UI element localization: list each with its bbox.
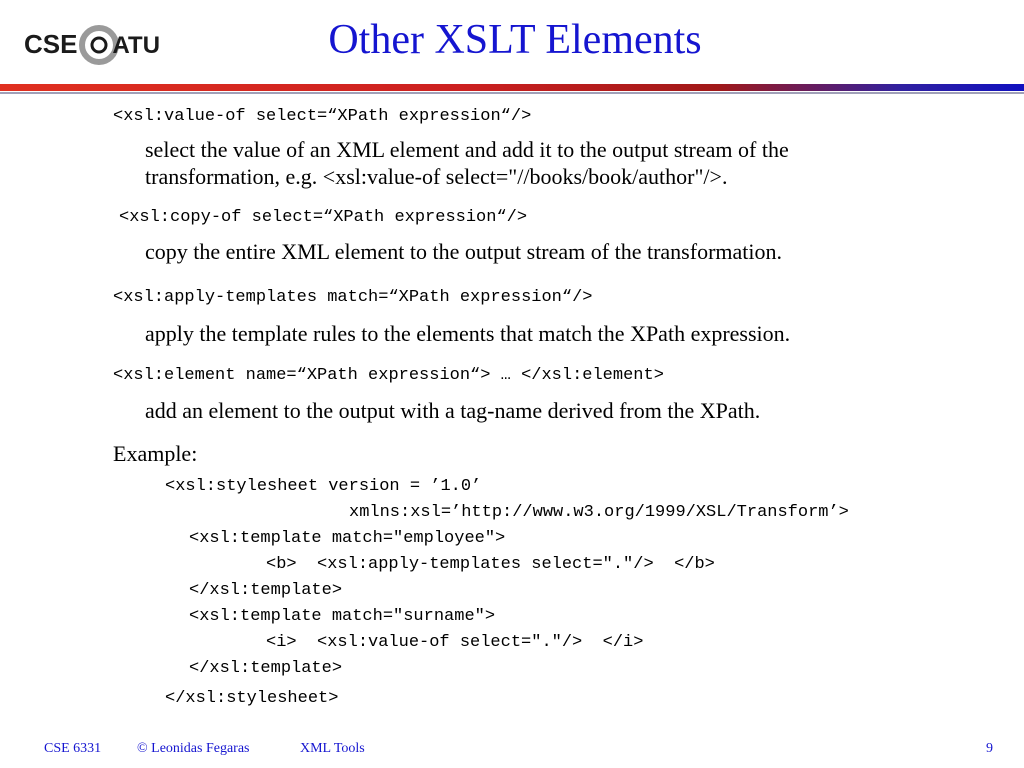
example-line-italic-value-of: <i> <xsl:value-of select="."/> </i>	[266, 633, 644, 652]
footer-author: © Leonidas Fegaras	[137, 741, 250, 756]
slide-title: Other XSLT Elements	[328, 17, 702, 63]
title-divider-shadow	[0, 92, 1024, 94]
desc-apply-templates: apply the template rules to the elements that match the XPath expression.	[145, 321, 791, 346]
code-value-of: <xsl:value-of select=“XPath expression“/>	[113, 107, 532, 126]
example-line-xmlns: xmlns:xsl=’http://www.w3.org/1999/XSL/Transform’>	[349, 503, 849, 522]
footer-course: CSE 6331	[44, 741, 102, 756]
example-line-template-close-1: </xsl:template>	[189, 581, 343, 600]
code-copy-of: <xsl:copy-of select=“XPath expression“/>	[119, 208, 528, 227]
logo-text-uta: UTA	[112, 32, 160, 59]
example-line-template-employee: <xsl:template match="employee">	[189, 529, 506, 548]
example-line-stylesheet-open: <xsl:stylesheet version = ’1.0’	[165, 477, 482, 496]
desc-copy-of: copy the entire XML element to the output stream of the transformation.	[145, 239, 783, 264]
example-line-bold-apply: <b> <xsl:apply-templates select="."/> </b>	[266, 555, 715, 574]
footer-page-number: 9	[986, 741, 993, 756]
example-line-template-close-2: </xsl:template>	[189, 659, 343, 678]
example-label: Example:	[113, 441, 198, 466]
desc-value-of-line-1: select the value of an XML element and add it to the output stream of the	[145, 137, 789, 162]
title-divider	[0, 84, 1024, 91]
example-line-stylesheet-close: </xsl:stylesheet>	[165, 689, 339, 708]
desc-value-of-line-2: transformation, e.g. <xsl:value-of select="//books/book/author"/>.	[145, 164, 728, 189]
example-line-template-surname: <xsl:template match="surname">	[189, 607, 496, 626]
desc-element: add an element to the output with a tag-name derived from the XPath.	[145, 398, 761, 423]
logo-text-cse: CSE	[24, 29, 78, 59]
code-element: <xsl:element name=“XPath expression“> … </xsl:element>	[113, 366, 664, 385]
code-apply-templates: <xsl:apply-templates match=“XPath expression“/>	[113, 288, 593, 307]
footer-topic: XML Tools	[300, 741, 365, 756]
